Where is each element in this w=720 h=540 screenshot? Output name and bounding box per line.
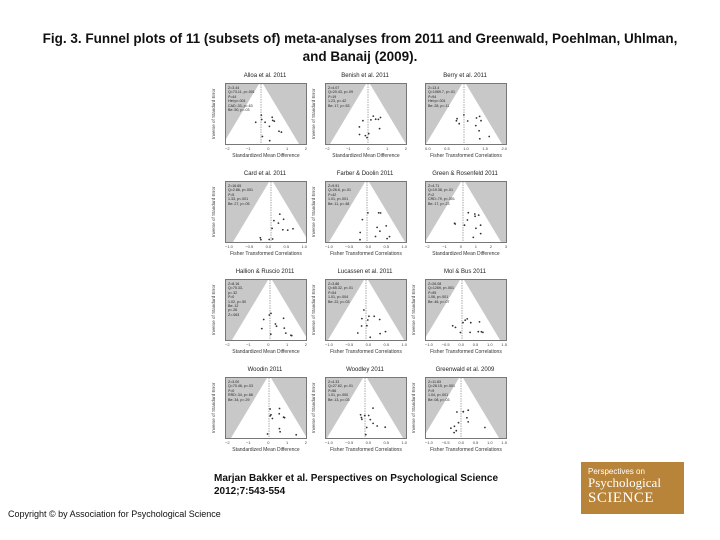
study-point <box>454 425 456 427</box>
study-point <box>271 116 273 118</box>
funnel-panel <box>411 367 511 463</box>
x-tick-label: −1 <box>246 440 251 445</box>
x-tick-label: 0 <box>459 244 462 249</box>
study-point <box>378 212 380 214</box>
study-point <box>453 432 455 434</box>
study-point <box>264 121 266 123</box>
funnel-plot-area <box>325 377 407 439</box>
panel-x-ticks <box>225 146 307 153</box>
panel-title: Card et al. 2011 <box>243 171 287 177</box>
study-point <box>368 315 370 317</box>
study-point <box>269 140 271 142</box>
study-point <box>479 138 481 140</box>
panel-stats: Z=3.44 Q=73.11, p<.001 I²=44 Het:p<.001 CAD:.33, p=.63 Be:.50, p=.03 <box>228 86 255 113</box>
x-tick-label: 0.5 <box>472 440 479 445</box>
funnel-plot-area <box>425 377 507 439</box>
study-point <box>268 239 270 241</box>
funnel-panel <box>411 171 511 267</box>
panel-y-axis-label: Inverse of Standard Error <box>311 88 316 140</box>
study-point <box>372 423 374 425</box>
panel-x-axis-label: Fisher Transformed Correlations <box>330 251 402 257</box>
study-point <box>285 332 287 334</box>
study-point <box>466 417 468 419</box>
study-point <box>481 331 483 333</box>
x-tick-label: −0.5 <box>245 244 254 249</box>
x-tick-label: −1 <box>442 244 447 249</box>
panel-x-ticks <box>425 440 507 447</box>
study-point <box>467 421 469 423</box>
study-point <box>454 223 456 225</box>
study-point <box>276 325 278 327</box>
study-point <box>476 117 478 119</box>
study-point <box>295 434 297 436</box>
study-point <box>460 332 462 334</box>
panel-title: Mol & Bus 2011 <box>444 269 486 275</box>
study-point <box>272 418 274 420</box>
study-point <box>366 325 368 327</box>
x-tick-label: −0.5 <box>345 342 354 347</box>
study-point <box>389 236 391 238</box>
study-point <box>367 212 369 214</box>
x-tick-label: 2.0 <box>501 146 507 151</box>
study-point <box>386 238 388 240</box>
study-point <box>283 317 285 319</box>
panel-x-ticks <box>425 146 507 153</box>
study-point <box>278 222 280 224</box>
study-point <box>272 238 274 240</box>
logo-line-1: Perspectives on <box>588 467 645 476</box>
study-point <box>278 413 280 415</box>
funnel-plot-area <box>325 181 407 243</box>
study-point <box>474 213 476 215</box>
study-point <box>270 313 272 315</box>
study-point <box>359 232 361 234</box>
study-point <box>380 117 382 119</box>
study-point <box>284 417 286 419</box>
x-tick-label: 1 <box>285 440 289 445</box>
panel-title: Woodley 2011 <box>346 367 384 373</box>
panel-stats: Z=3.86 Q=65.32, p<.01 I²=54 1.01, p=.004 Be:.22, p=.03 <box>328 282 353 304</box>
journal-logo <box>581 462 684 514</box>
x-tick-label: 1 <box>474 244 477 249</box>
study-point <box>255 121 257 123</box>
study-point <box>262 136 264 138</box>
panel-stats: Z=8.16 Q=75.33, p=.32 I²=0 1.02, p=.50 Be:.12 p=.26 Z=.063 <box>228 282 247 317</box>
study-point <box>278 130 280 132</box>
x-tick-label: 2 <box>304 342 307 347</box>
study-point <box>259 237 261 239</box>
panel-y-axis-label: Inverse of Standard Error <box>211 186 216 238</box>
study-point <box>369 419 371 421</box>
panel-stats: Z=11.83 Q=28.15, p<.001 I²=9 1.04, p<.001 Be:.08, p=.03 <box>428 380 455 402</box>
study-point <box>273 220 275 222</box>
study-point <box>455 430 457 432</box>
study-point <box>260 239 262 241</box>
study-point <box>359 126 361 128</box>
x-tick-label: 1 <box>285 146 289 151</box>
x-tick-label: 0.5 <box>383 342 390 347</box>
study-point <box>270 333 272 335</box>
study-point <box>361 417 363 419</box>
panel-y-axis-label <box>411 85 419 143</box>
funnel-plot-area <box>225 83 307 145</box>
funnel-panel <box>311 73 411 169</box>
study-point <box>480 224 482 226</box>
panel-stats: Z=16.65 Q=2.86, p<.001 I²=5 1.33, p<.001 Be:.27, p=.05 <box>228 184 253 206</box>
study-point <box>380 212 382 214</box>
study-point <box>367 319 369 321</box>
study-point <box>291 335 293 337</box>
study-point <box>464 319 466 321</box>
study-point <box>467 409 469 411</box>
study-point <box>467 219 469 221</box>
x-tick-label: 0 <box>267 440 270 445</box>
study-point <box>270 414 272 416</box>
x-tick-label: −2 <box>225 440 230 445</box>
study-point <box>292 228 294 230</box>
figure-title: Fig. 3. Funnel plots of 11 (subsets of) meta-analyses from 2011 and Greenwald, Poehlman, Uhlman, and Banaij (2009). <box>42 31 678 64</box>
x-tick-label: −1.0 <box>325 342 333 347</box>
funnel-plot-area <box>425 279 507 341</box>
study-point <box>359 134 361 136</box>
study-point <box>372 407 374 409</box>
study-point <box>281 131 283 133</box>
panel-y-axis-label: Inverse of Standard Error <box>411 284 416 336</box>
study-point <box>379 230 381 232</box>
panel-y-axis-label: Inverse of Standard Error <box>211 382 216 434</box>
study-point <box>452 325 454 327</box>
study-point <box>462 411 464 413</box>
x-tick-label: 0 <box>267 146 270 151</box>
study-point <box>379 319 381 321</box>
study-point <box>279 431 281 433</box>
x-tick-label: 2 <box>489 244 492 249</box>
x-tick-label: −1.0 <box>325 244 333 249</box>
x-tick-label: 1.0 <box>463 146 469 151</box>
panel-title: Woodin 2011 <box>247 367 283 373</box>
funnel-plot-area <box>425 83 507 145</box>
logo-line-3: SCIENCE <box>588 490 655 506</box>
study-point <box>362 120 364 122</box>
x-tick-label: 2 <box>404 146 407 151</box>
study-point <box>376 227 378 229</box>
study-point <box>261 119 263 121</box>
study-point <box>366 137 368 139</box>
study-point <box>458 422 460 424</box>
panel-x-axis-label: Standardized Mean Difference <box>232 153 300 159</box>
study-point <box>287 229 289 231</box>
x-tick-label: −1.0 <box>225 244 233 249</box>
funnel-panel <box>311 367 411 463</box>
study-point <box>475 125 477 127</box>
study-point <box>474 215 476 217</box>
panel-x-ticks <box>425 244 507 251</box>
study-point <box>368 133 370 135</box>
x-tick-label: 0.0 <box>265 244 272 249</box>
study-point <box>369 336 371 338</box>
study-point <box>479 116 481 118</box>
funnel-plot-area <box>225 181 307 243</box>
study-point <box>375 118 377 120</box>
study-point <box>462 322 464 324</box>
study-point <box>370 119 372 121</box>
x-tick-label: 1 <box>385 146 389 151</box>
x-tick-label: 1.0 <box>487 440 493 445</box>
study-point <box>484 427 486 429</box>
panel-x-ticks <box>325 342 407 349</box>
panel-y-axis-label <box>411 183 419 241</box>
study-point <box>477 331 479 333</box>
study-point <box>365 135 367 137</box>
study-point <box>273 120 275 122</box>
x-tick-label: −1.0 <box>425 342 433 347</box>
x-tick-label: 0 <box>367 146 370 151</box>
study-point <box>463 114 465 116</box>
x-tick-label: 1.0 <box>401 244 407 249</box>
x-tick-label: 0.5 <box>444 146 450 151</box>
x-tick-label: 1.5 <box>501 342 507 347</box>
funnel-plot-area <box>325 279 407 341</box>
study-point <box>268 314 270 316</box>
study-point <box>385 225 387 227</box>
study-point <box>470 322 472 324</box>
study-point <box>456 118 458 120</box>
x-tick-label: 0 <box>267 342 270 347</box>
study-point <box>359 239 361 241</box>
x-tick-label: 1 <box>285 342 289 347</box>
panel-x-axis-label: Fisher Transformed Correlations <box>230 251 302 257</box>
panel-x-axis-label: Standardized Mean Difference <box>232 447 300 453</box>
funnel-panel <box>311 269 411 365</box>
panel-stats: Z=26.08 Q=1269, p<.001 I²=95 1.06, p<.001 Be:.46, p=.07 <box>428 282 454 304</box>
x-tick-label: 1.0 <box>401 342 407 347</box>
x-tick-label: −1.0 <box>325 440 333 445</box>
panel-stats: Z=4.07 Q=20.43, p=.09 I²=19 1.23, p=.42 Be:.17, p=.53 <box>328 86 353 108</box>
study-point <box>375 236 377 238</box>
panel-stats: Z=4.71 Q=19.38, p<.01 I²=2 CRD:.79, p<.001 Be:.17, p=.23 <box>428 184 455 206</box>
citation-line-1: Marjan Bakker et al. Perspectives on Psychological Science <box>214 473 499 484</box>
x-tick-label: 0.0 <box>365 342 372 347</box>
panel-title: Berry et al. 2011 <box>443 73 487 79</box>
x-tick-label: −1 <box>246 342 251 347</box>
study-point <box>365 434 367 436</box>
study-point <box>479 321 481 323</box>
study-point <box>376 425 378 427</box>
panel-x-ticks <box>225 440 307 447</box>
x-tick-label: −0.5 <box>441 440 450 445</box>
x-tick-label: 0.5 <box>472 342 479 347</box>
funnel-plot-area <box>425 181 507 243</box>
x-tick-label: 0.5 <box>383 244 390 249</box>
study-point <box>260 114 262 116</box>
panel-y-axis-label: Inverse of Standard Error <box>311 284 316 336</box>
panel-x-ticks <box>325 244 407 251</box>
panel-y-axis-label: Inverse of Standard Error <box>211 284 216 336</box>
study-point <box>271 228 273 230</box>
funnel-panel <box>211 171 311 267</box>
study-point <box>269 126 271 128</box>
study-point <box>458 123 460 125</box>
panel-x-axis-label: Fisher Transformed Correlations <box>430 349 502 355</box>
panel-stats: Z=9.91 Q=26.6, p=.01 I²=42 1.01, p<.001 Be:.11, p=.48 <box>328 184 351 206</box>
study-point <box>364 415 366 417</box>
study-point <box>456 120 458 122</box>
panel-x-axis-label: Fisher Transformed Correlations <box>330 349 402 355</box>
panel-y-axis-label: Inverse of Standard Error <box>211 88 216 140</box>
x-tick-label: 1.0 <box>487 342 493 347</box>
panel-title: Greenwald et al. 2009 <box>435 367 495 373</box>
study-point <box>361 325 363 327</box>
panel-y-axis-label: Inverse of Standard Error <box>311 186 316 238</box>
study-point <box>282 229 284 231</box>
funnel-plot-area <box>225 279 307 341</box>
panel-y-axis-label: Inverse of Standard Error <box>411 382 416 434</box>
panel-x-ticks <box>225 244 307 251</box>
study-point <box>455 327 457 329</box>
study-point <box>488 136 490 138</box>
study-point <box>384 426 386 428</box>
study-point <box>272 120 274 122</box>
panel-x-axis-label: Fisher Transformed Correlations <box>430 447 502 453</box>
panel-x-ticks <box>225 342 307 349</box>
study-point <box>283 218 285 220</box>
x-tick-label: −0.5 <box>345 440 354 445</box>
study-point <box>467 212 469 214</box>
x-tick-label: 1.5 <box>501 440 507 445</box>
x-tick-label: 1.0 <box>301 244 307 249</box>
x-tick-label: 1.5 <box>482 146 488 151</box>
panel-x-ticks <box>325 146 407 153</box>
study-point <box>267 433 269 435</box>
panel-x-axis-label: Standardized Mean Difference <box>432 251 500 257</box>
panel-stats: Z=13.4 Q=1069.7, p<.01 I²=94 Het:p<.001 Be:.28, p=.11 <box>428 86 455 108</box>
x-tick-label: 3 <box>504 244 507 249</box>
panel-y-axis-label: Inverse of Standard Error <box>311 382 316 434</box>
study-point <box>366 427 368 429</box>
panel-title: Alloa et al. 2011 <box>243 73 287 79</box>
x-tick-label: 0.0 <box>365 440 372 445</box>
x-tick-label: −2 <box>325 146 330 151</box>
study-point <box>378 119 380 121</box>
study-point <box>279 213 281 215</box>
study-point <box>379 128 381 130</box>
panel-x-axis-label: Standardized Mean Difference <box>332 153 400 159</box>
panel-x-ticks <box>425 342 507 349</box>
panel-title: Lucassen et al. 2011 <box>337 269 393 275</box>
study-point <box>361 318 363 320</box>
study-point <box>379 333 381 335</box>
study-point <box>261 328 263 330</box>
funnel-panel <box>211 367 311 463</box>
logo-line-2: Psychological <box>588 475 661 490</box>
funnel-panel <box>411 269 511 365</box>
study-point <box>363 309 365 311</box>
study-point <box>385 331 387 333</box>
x-tick-label: −0.5 <box>345 244 354 249</box>
study-point <box>269 408 271 410</box>
panel-title: Farber & Doolin 2011 <box>336 171 394 177</box>
study-point <box>368 415 370 417</box>
citation <box>214 472 498 498</box>
x-tick-label: −0.5 <box>441 342 450 347</box>
study-point <box>275 323 277 325</box>
funnel-panel <box>411 73 511 169</box>
x-tick-label: −2 <box>225 342 230 347</box>
x-tick-label: 0.0 <box>365 244 372 249</box>
x-tick-label: −2 <box>425 244 430 249</box>
study-point <box>480 233 482 235</box>
study-point <box>361 418 363 420</box>
study-point <box>373 315 375 317</box>
study-point <box>372 115 374 117</box>
panel-stats: Z=3.00 Q=70.46, p=.03 I²=0 RRD:.34, p=.66 Be:.34, p=.29 <box>228 380 253 402</box>
funnel-plot-figure <box>211 73 511 463</box>
study-point <box>478 130 480 132</box>
x-tick-label: 2 <box>304 146 307 151</box>
study-point <box>456 411 458 413</box>
study-point <box>283 327 285 329</box>
panel-stats: Z=4.33 Q=27.62, p=.01 I²=56 1.01, p=.000 Be:.13, p=.03 <box>328 380 353 402</box>
x-tick-label: 1.0 <box>401 440 407 445</box>
x-tick-label: −1 <box>346 146 351 151</box>
x-tick-label: 0.5 <box>283 244 290 249</box>
study-point <box>362 219 364 221</box>
x-tick-label: 0.0 <box>458 342 464 347</box>
study-point <box>475 227 477 229</box>
x-tick-label: 2 <box>304 440 307 445</box>
panel-title: Hallion & Ruscio 2011 <box>235 269 295 275</box>
study-point <box>279 428 281 430</box>
study-point <box>472 237 474 239</box>
funnel-plot-area <box>225 377 307 439</box>
study-point <box>357 332 359 334</box>
panel-title: Benish et al. 2011 <box>341 73 389 79</box>
panel-x-ticks <box>325 440 407 447</box>
study-point <box>480 120 482 122</box>
x-tick-label: 0.5 <box>383 440 390 445</box>
panel-x-axis-label: Standardized Mean Difference <box>232 349 300 355</box>
panel-x-axis-label: Fisher Transformed Correlations <box>430 153 502 159</box>
funnel-panel <box>211 269 311 365</box>
citation-line-2: 2012;7:543-554 <box>214 486 286 497</box>
study-point <box>263 319 265 321</box>
copyright-notice: Copyright © by Association for Psychological Science <box>8 509 221 519</box>
funnel-plot-area <box>325 83 407 145</box>
x-tick-label: −1.0 <box>425 440 433 445</box>
study-point <box>450 427 452 429</box>
study-point <box>467 120 469 122</box>
study-point <box>478 214 480 216</box>
study-point <box>360 414 362 416</box>
study-point <box>466 318 468 320</box>
funnel-panel <box>211 73 311 169</box>
funnel-panel <box>311 171 411 267</box>
x-tick-label: 0.0 <box>458 440 464 445</box>
x-tick-label: −1 <box>246 146 251 151</box>
study-point <box>464 224 466 226</box>
panel-x-axis-label: Fisher Transformed Correlations <box>330 447 402 453</box>
x-tick-label: 0.0 <box>425 146 431 151</box>
study-point <box>279 408 281 410</box>
x-tick-label: −2 <box>225 146 230 151</box>
study-point <box>469 332 471 334</box>
panel-title: Green & Rosenfeld 2011 <box>432 171 498 177</box>
